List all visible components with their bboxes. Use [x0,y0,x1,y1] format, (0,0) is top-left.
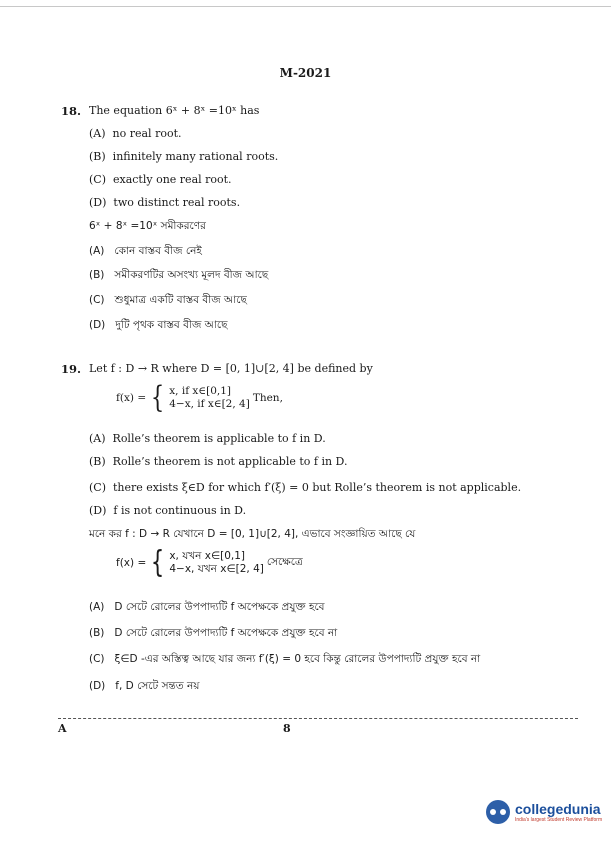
case-2-bn: 4−x, যখন x∈[2, 4] [169,563,264,575]
q19-option-b: (B) Rolle’s theorem is not applicable to f in D. [89,455,348,468]
question-19-stem: Let f : D → R where D = [0, 1]∪[2, 4] be defined by [89,362,373,375]
q19-option-a: (A) Rolle’s theorem is applicable to f in D. [89,432,326,445]
question-18-number: 18. [61,104,82,118]
q19-option-d: (D) f is not continuous in D. [89,504,247,517]
q19-option-c: (C) there exists ξ∈D for which f′(ξ) = 0 but Rolle’s theorem is not applicable. [89,481,522,494]
then-label-bn: সেক্ষেত্রে [266,555,303,568]
fx-label: f(x) = [116,392,147,404]
question-18-stem: The equation 6ˣ + 8ˣ =10ˣ has [89,104,260,117]
question-19-stem-bn: মনে কর f : D → R যেখানে D = [0, 1]∪[2, 4], এভাবে সংজ্ঞায়িত আছে যে [89,528,416,540]
collegedunia-logo [486,800,602,824]
q18-option-a: (A) no real root. [89,127,182,140]
question-19-number: 19. [61,362,82,376]
logo-tagline: India's largest Student Review Platform [515,816,603,823]
top-border [0,6,611,7]
q18-option-c: (C) exactly one real root. [89,173,232,186]
paper-code: M-2021 [279,66,332,80]
q19-option-d-bn: (D) f, D সেটে সন্তত নয় [89,680,200,692]
logo-name: collegedunia [515,800,601,817]
footer-divider [58,718,578,719]
set-label: A [58,722,67,735]
left-brace: { [151,380,165,415]
question-18-stem-bn: 6ˣ + 8ˣ =10ˣ সমীকরণের [89,220,206,232]
mascot-icon [486,800,510,824]
case-2: 4−x, if x∈[2, 4] [169,398,250,410]
q18-option-b: (B) infinitely many rational roots. [89,150,279,163]
q18-option-c-bn: (C) শুধুমাত্র একটি বাস্তব বীজ আছে [89,294,247,306]
piecewise-function [116,380,283,415]
q18-option-a-bn: (A) কোন বাস্তব বীজ নেই [89,245,202,257]
cases-bn [169,550,264,576]
left-brace-bn: { [151,545,165,580]
cases [169,385,250,411]
page-number: 8 [283,722,291,735]
q18-option-d-bn: (D) দুটি পৃথক বাস্তব বীজ আছে [89,319,228,331]
case-1-bn: x, যখন x∈[0,1] [169,550,246,562]
then-label: Then, [252,392,283,404]
case-1: x, if x∈[0,1] [169,385,231,397]
piecewise-function-bn [116,545,303,580]
q18-option-b-bn: (B) সমীকরণটির অসংখ্য মূলদ বীজ আছে [89,269,269,281]
q18-option-d: (D) two distinct real roots. [89,196,241,209]
q19-option-c-bn: (C) ξ∈D -এর অস্তিত্ব আছে যার জন্য f′(ξ) = 0 হবে কিন্তু রোলের উপপাদ্যটি প্রযুক্ত হবে না [89,653,481,665]
fx-label-bn: f(x) = [116,557,147,569]
q19-option-a-bn: (A) D সেটে রোলের উপপাদ্যটি f অপেক্ষকে প্রযুক্ত হবে [89,601,325,613]
q19-option-b-bn: (B) D সেটে রোলের উপপাদ্যটি f অপেক্ষকে প্রযুক্ত হবে না [89,627,338,639]
